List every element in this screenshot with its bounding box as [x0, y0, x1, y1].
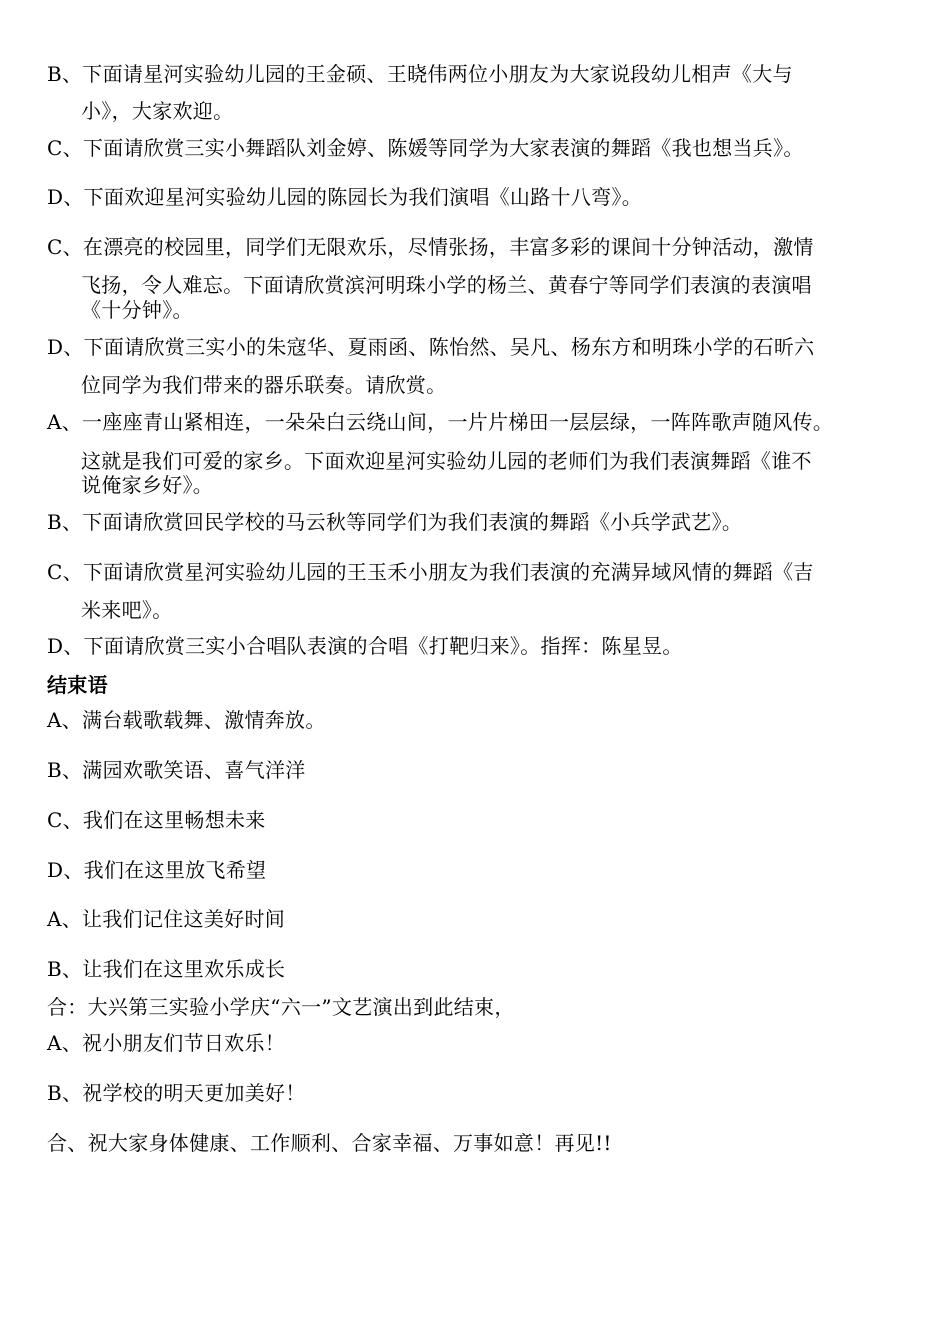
script-line: A、一座座青山紧相连，一朵朵白云绕山间，一片片梯田一层层绿，一阵阵歌声随风传。 — [47, 410, 834, 434]
script-line: C、下面请欣赏三实小舞蹈队刘金婷、陈媛等同学为大家表演的舞蹈《我也想当兵》。 — [47, 136, 804, 160]
script-line: A、满台载歌载舞、激情奔放。 — [47, 708, 326, 732]
script-line: B、下面请欣赏回民学校的马云秋等同学们为我们表演的舞蹈《小兵学武艺》。 — [47, 510, 743, 534]
script-line: A、祝小朋友们节日欢乐！ — [47, 1031, 286, 1055]
script-line-continuation: 《十分钟》。 — [81, 298, 193, 322]
script-line: D、下面欢迎星河实验幼儿园的陈园长为我们演唱《山路十八弯》。 — [47, 185, 643, 209]
script-line-continuation: 飞扬，令人难忘。下面请欣赏滨河明珠小学的杨兰、黄春宁等同学们表演的表演唱 — [81, 273, 812, 297]
script-line: 合：大兴第三实验小学庆“六一”文艺演出到此结束， — [47, 995, 515, 1019]
script-line-continuation: 这就是我们可爱的家乡。下面欢迎星河实验幼儿园的老师们为我们表演舞蹈《谁不 — [81, 449, 812, 473]
script-line: C、在漂亮的校园里，同学们无限欢乐，尽情张扬，丰富多彩的课间十分钟活动，激情 — [47, 235, 814, 259]
script-line: B、下面请星河实验幼儿园的王金硕、王晓伟两位小朋友为大家说段幼儿相声《大与 — [47, 62, 793, 86]
script-line-continuation: 说俺家乡好》。 — [81, 473, 214, 497]
script-line-continuation: 位同学为我们带来的器乐联奏。请欣赏。 — [81, 373, 447, 397]
script-line: A、让我们记住这美好时间 — [47, 907, 286, 931]
script-line: B、满园欢歌笑语、喜气洋洋 — [47, 758, 306, 782]
section-heading-closing: 结束语 — [47, 673, 108, 697]
script-line: B、祝学校的明天更加美好！ — [47, 1081, 306, 1105]
script-line-continuation: 米来吧》。 — [81, 598, 173, 622]
script-line: B、让我们在这里欢乐成长 — [47, 957, 286, 981]
script-line: C、下面请欣赏星河实验幼儿园的王玉禾小朋友为我们表演的充满异域风情的舞蹈《吉 — [47, 560, 814, 584]
script-line: D、我们在这里放飞希望 — [47, 858, 267, 882]
script-line-continuation: 小》，大家欢迎。 — [81, 99, 234, 123]
script-line: 合、祝大家身体健康、工作顺利、合家幸福、万事如意！再见!! — [47, 1131, 612, 1155]
script-line: D、下面请欣赏三实小的朱寇华、夏雨函、陈怡然、吴凡、杨东方和明珠小学的石昕六 — [47, 335, 815, 359]
script-line: C、我们在这里畅想未来 — [47, 808, 266, 832]
script-line: D、下面请欣赏三实小合唱队表演的合唱《打靶归来》。指挥：陈星昱。 — [47, 634, 683, 658]
